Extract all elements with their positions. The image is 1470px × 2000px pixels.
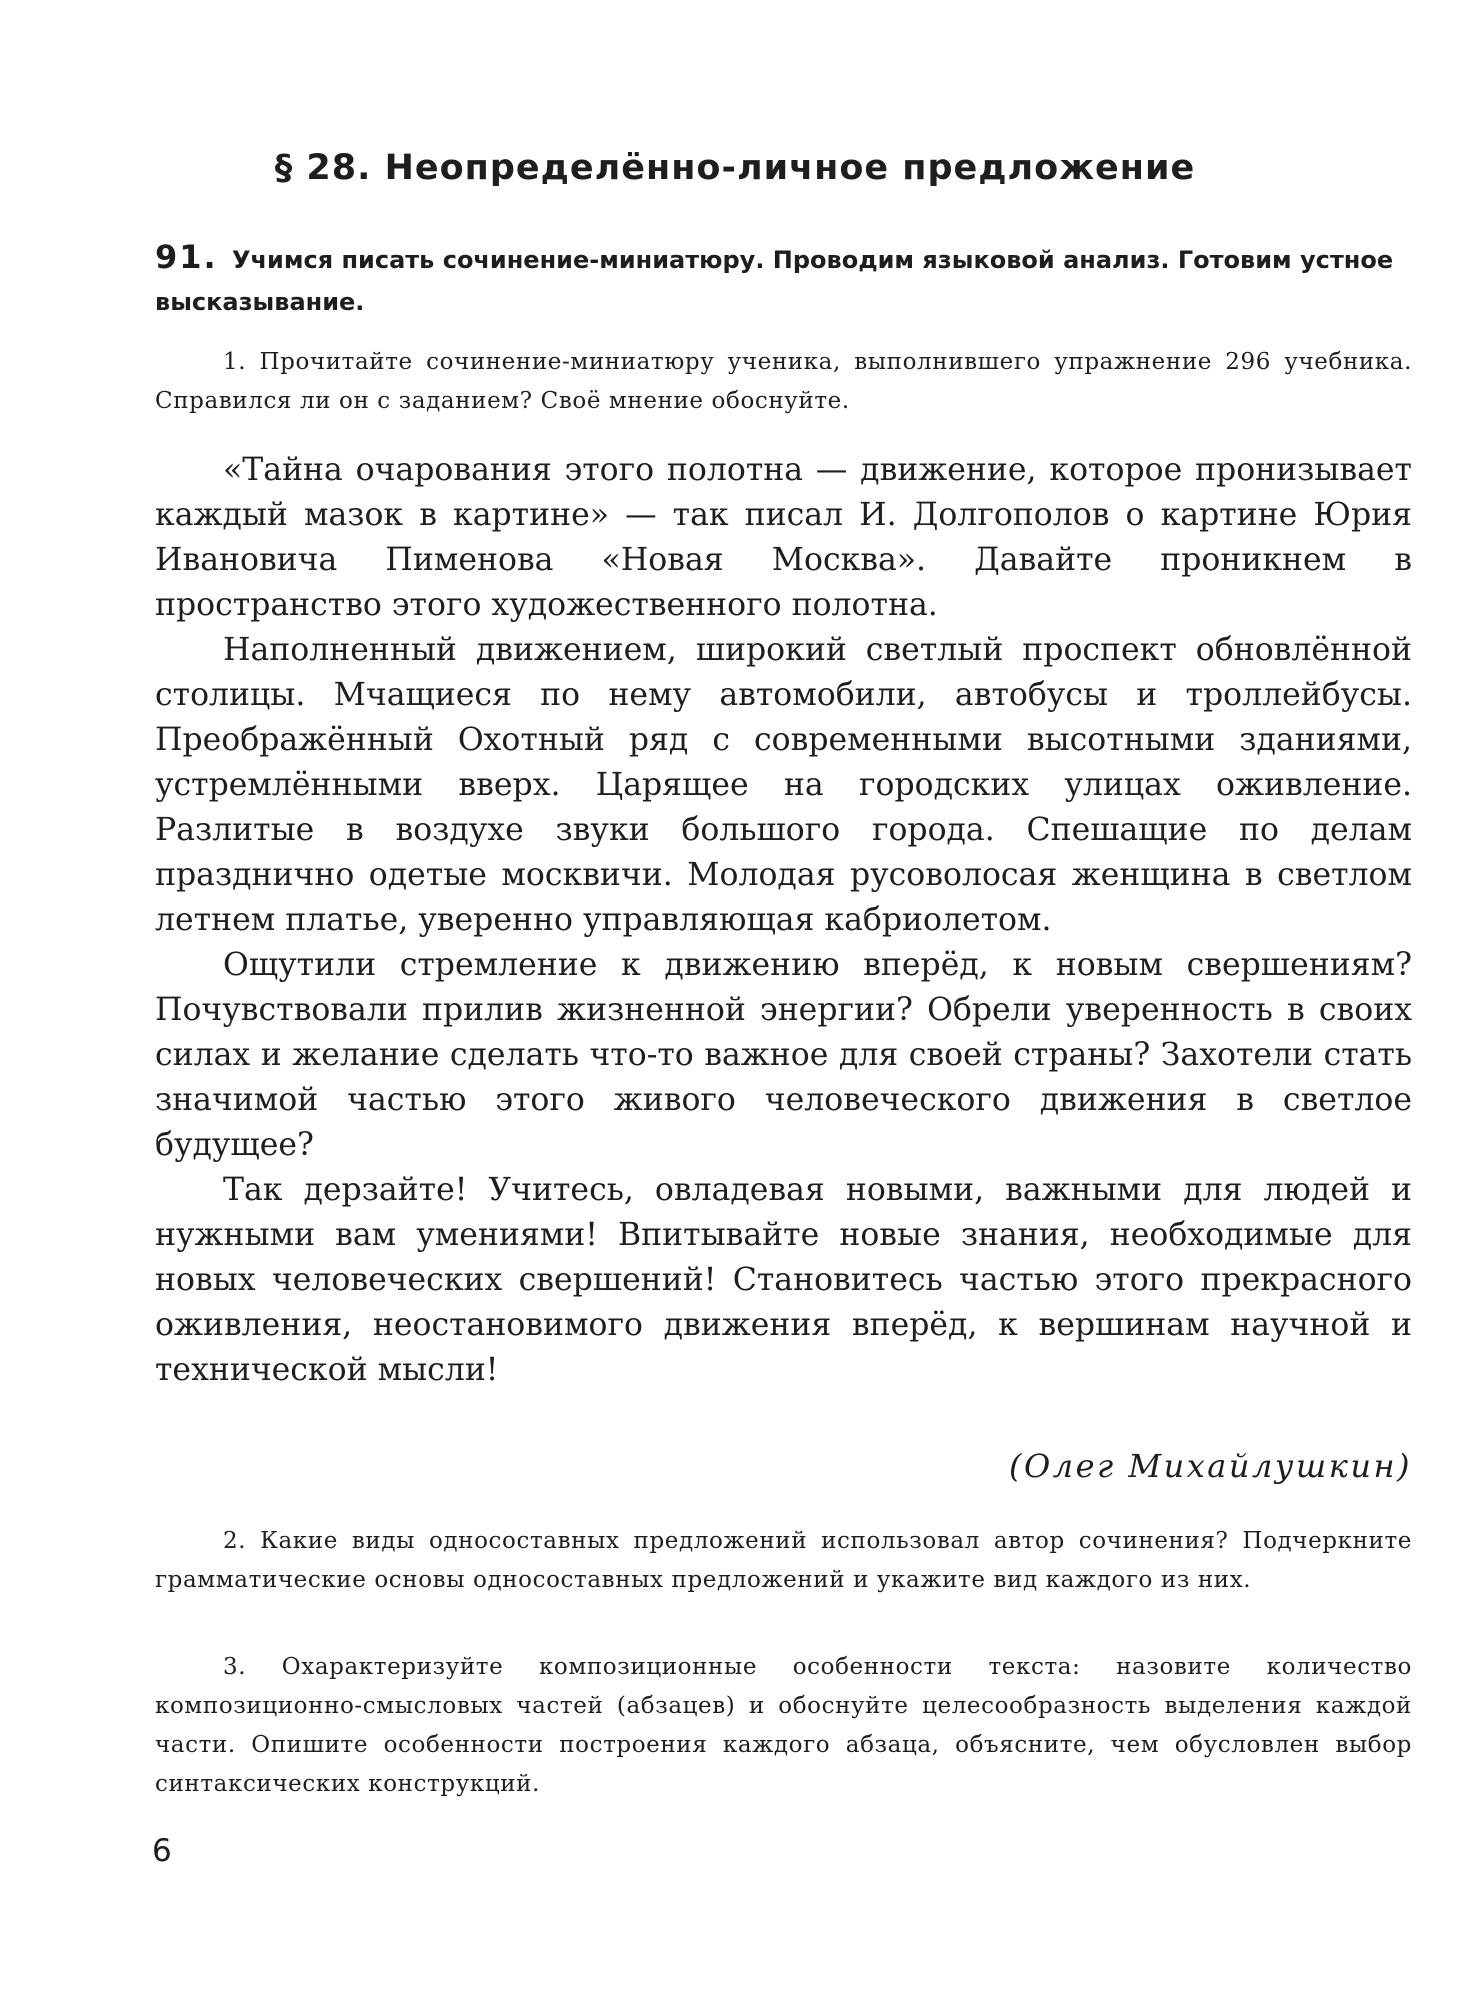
essay-paragraph-4: Так дерзайте! Учитесь, овладевая новыми, важными для людей и нужными вам умениями! Впитывайте новые знания, необходимые для новых человеческих свершений! Становитесь частью этого прекрасного оживления, неостановимого движения вперёд, к вершинам научной и технической мысли! <box>155 1172 1412 1388</box>
exercise-heading-text: Учимся писать сочинение-миниатюру. Проводим языковой анализ. Готовим устное высказывание. <box>155 246 1394 316</box>
page-number: 6 <box>152 1833 172 1869</box>
essay-paragraph-2: Наполненный движением, широкий светлый проспект обновлённой столицы. Мчащиеся по нему автомобили, автобусы и троллейбусы. Преображённый Охотный ряд с современными высотными зданиями, устремлёнными вверх. Царящее на городских улицах оживление. Разлитые в воздухе звуки большого города. Спешащие по делам празднично одетые москвичи. Молодая русоволосая женщина в светлом летнем платье, уверенно управляющая кабриолетом. <box>155 632 1412 938</box>
exercise-heading <box>155 236 1415 323</box>
task-2: 2. Какие виды односоставных предложений использовал автор сочинения? Подчеркните грамматические основы односоставных предложений и укажите вид каждого из них. <box>155 1528 1412 1593</box>
task-3: 3. Охарактеризуйте композиционные особенности текста: назовите количество композиционно-смысловых частей (абзацев) и обоснуйте целесообразность выделения каждой части. Опишите особенности построения каждого абзаца, объясните, чем обусловлен выбор синтаксических конструкций. <box>155 1654 1412 1797</box>
exercise-number: 91. <box>155 238 218 276</box>
student-essay <box>155 448 1412 1393</box>
essay-paragraph-1: «Тайна очарования этого полотна — движение, которое пронизывает каждый мазок в картине» — так писал И. Долгополов о картине Юрия Ивановича Пименова «Новая Москва». Давайте проникнем в пространство этого художественного полотна. <box>155 452 1412 623</box>
essay-author: (Олег Михайлушкин) <box>1008 1447 1412 1485</box>
task-1: 1. Прочитайте сочинение-миниатюру ученика, выполнившего упражнение 296 учебника. Справился ли он с заданием? Своё мнение обоснуйте. <box>155 349 1412 414</box>
essay-paragraph-3: Ощутили стремление к движению вперёд, к новым свершениям? Почувствовали прилив жизненной энергии? Обрели уверенность в своих силах и желание сделать что-то важное для своей страны? Захотели стать значимой частью этого живого человеческого движения в светлое будущее? <box>155 947 1412 1163</box>
section-title: § 28. Неопределённо-личное предложение <box>274 148 1196 188</box>
